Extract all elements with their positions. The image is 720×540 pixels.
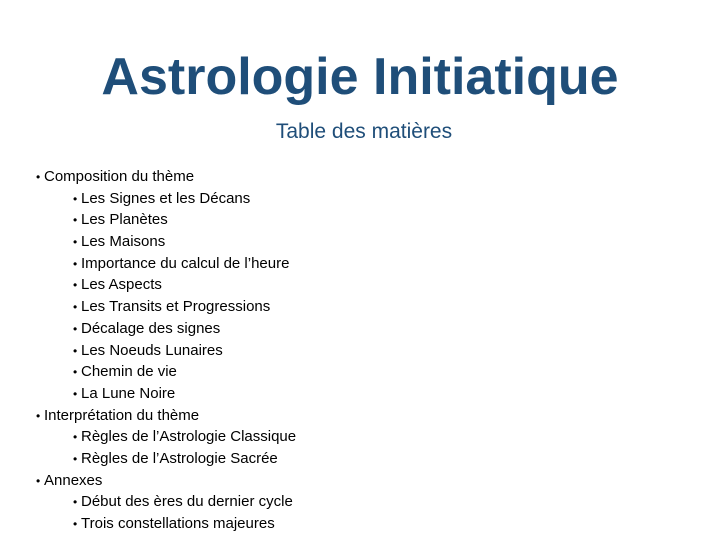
bullet-icon: • (36, 408, 41, 423)
bullet-icon: • (36, 473, 41, 488)
toc-subitem (36, 426, 696, 448)
toc-item-label: Composition du thème (44, 168, 195, 185)
toc-item-label: Trois constellations majeures (81, 515, 275, 532)
toc-item-label: Décalage des signes (81, 319, 221, 337)
bullet-icon: • (73, 430, 78, 445)
toc-subitem (36, 383, 696, 405)
slide-title: Astrologie Initiatique (101, 48, 619, 106)
toc-item-label: Les Aspects (81, 276, 162, 294)
toc-item-label: Règles de l’Astrologie Sacrée (81, 449, 278, 467)
toc-item-label: Les Planètes (81, 211, 168, 229)
bullet-icon: • (73, 321, 78, 336)
toc-item-label: Les Maisons (81, 233, 166, 251)
slide-subtitle: Table des matières (275, 120, 453, 143)
table-of-contents (36, 166, 696, 535)
toc-item-label: Importance du calcul de l’heure (81, 254, 290, 272)
toc-subitem (36, 448, 696, 470)
bullet-icon: • (73, 235, 78, 250)
toc-subitem (36, 361, 696, 383)
toc-subitem (36, 209, 696, 231)
toc-item-label: Début des ères du dernier cycle (81, 493, 293, 511)
bullet-icon: • (73, 191, 78, 206)
bullet-icon: • (73, 386, 78, 401)
bullet-icon: • (73, 451, 78, 466)
toc-item-label: Les Transits et Progressions (81, 298, 271, 316)
toc-subitem (36, 318, 696, 340)
toc-subitem (36, 231, 696, 253)
bullet-icon: • (73, 213, 78, 228)
toc-item-label: Les Signes et les Décans (81, 189, 251, 207)
toc-subitem (36, 491, 696, 513)
toc-section (36, 470, 696, 492)
toc-subitem (36, 340, 696, 362)
toc-section (36, 405, 696, 427)
bullet-icon: • (73, 343, 78, 358)
toc-item-label: Règles de l’Astrologie Classique (81, 428, 297, 446)
bullet-icon: • (73, 256, 78, 271)
bullet-icon: • (73, 495, 78, 510)
toc-item-label: Les Noeuds Lunaires (81, 341, 223, 359)
bullet-icon: • (36, 170, 41, 184)
toc-subitem (36, 296, 696, 318)
toc-subitem (36, 188, 696, 210)
bullet-icon: • (73, 365, 78, 380)
toc-section (36, 166, 696, 188)
bullet-icon: • (73, 517, 78, 531)
bullet-icon: • (73, 278, 78, 293)
toc-subitem (36, 513, 696, 535)
toc-subitem (36, 253, 696, 275)
toc-item-label: Interprétation du thème (44, 406, 200, 424)
toc-item-label: La Lune Noire (81, 384, 176, 402)
toc-subitem (36, 274, 696, 296)
toc-item-label: Chemin de vie (81, 363, 177, 381)
bullet-icon: • (73, 300, 78, 315)
toc-item-label: Annexes (44, 471, 103, 489)
